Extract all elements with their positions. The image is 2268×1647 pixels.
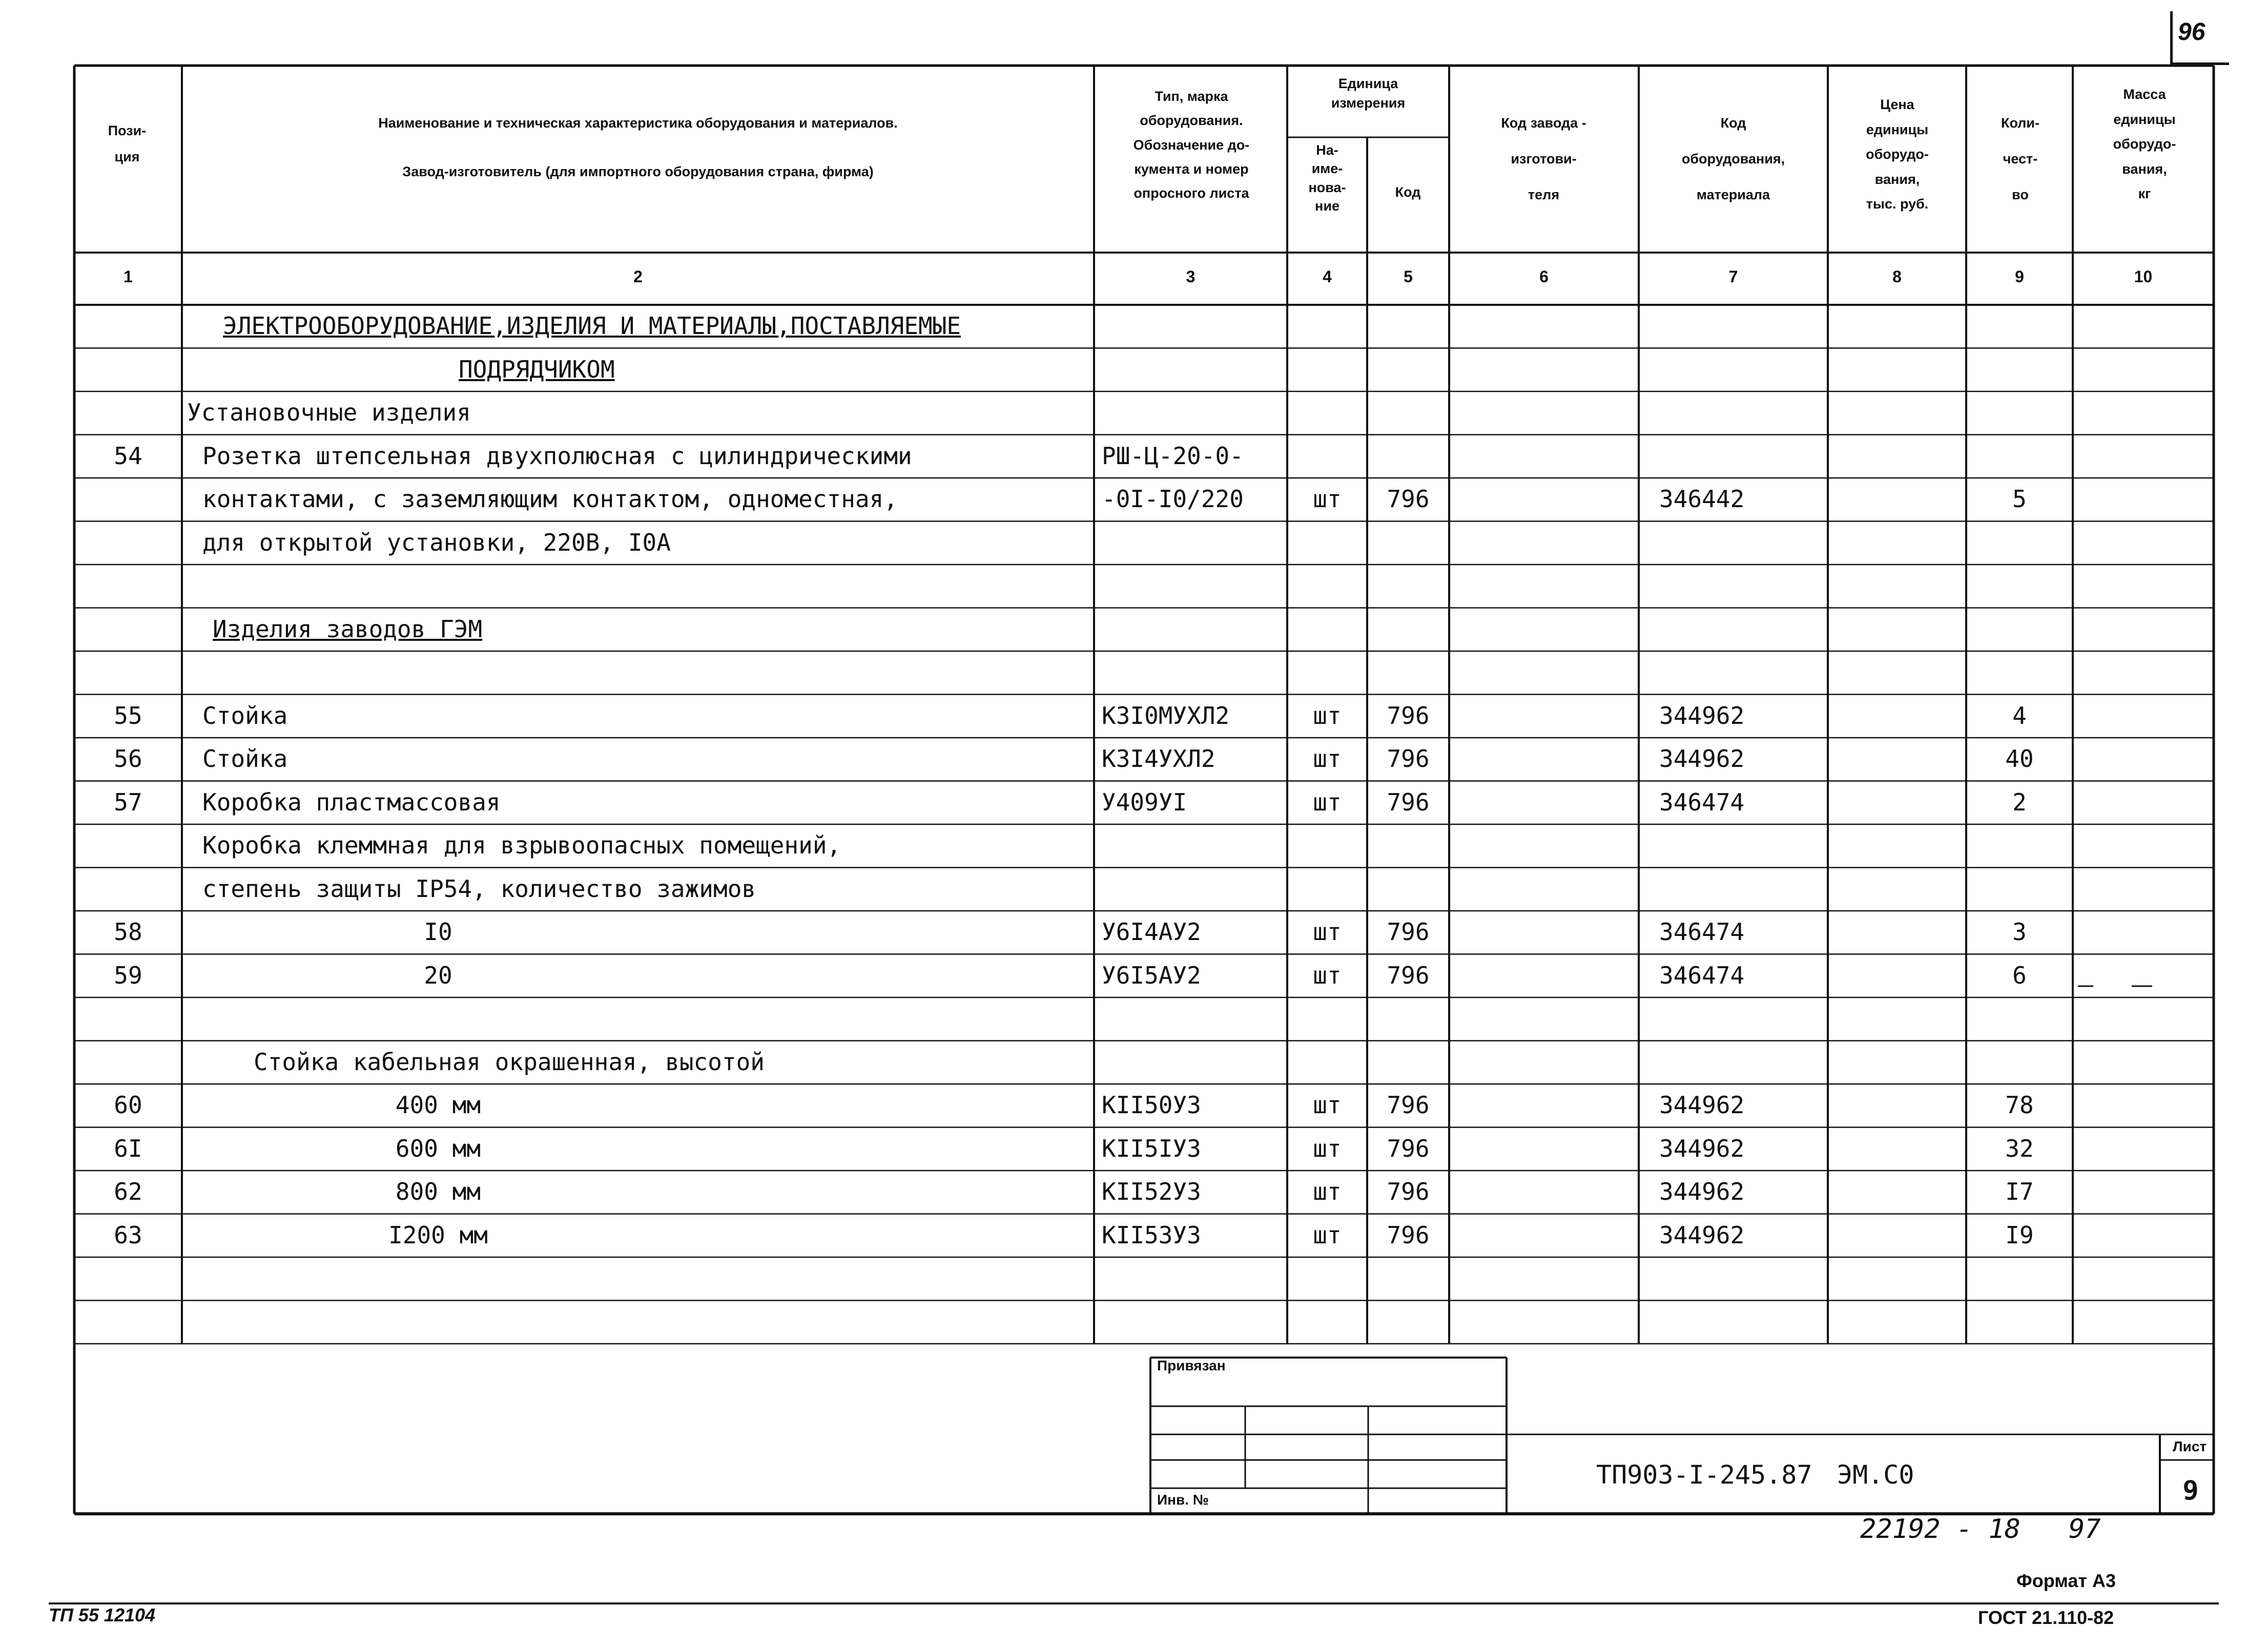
row-type: КII50У3: [1102, 1091, 1201, 1119]
row-position: 54: [114, 442, 142, 470]
row-name: Стойка: [202, 745, 288, 773]
row-name: Установочные изделия: [187, 399, 471, 426]
row-quantity: 2: [2012, 788, 2027, 816]
row-material-code: 344962: [1659, 1091, 1745, 1119]
row-name: I0: [424, 918, 452, 946]
row-material-code: 346474: [1659, 788, 1745, 816]
row-unit: шт: [1313, 1134, 1342, 1162]
footer-left: ТП 55 12104: [49, 1604, 156, 1625]
row-unit-code: 796: [1387, 1221, 1430, 1249]
row-quantity: 3: [2012, 918, 2027, 946]
row-type: КII52У3: [1102, 1178, 1201, 1205]
row-name: для открытой установки, 220В, I0А: [202, 528, 671, 556]
row-unit-code: 796: [1387, 485, 1430, 513]
column-number: 3: [1186, 267, 1195, 286]
stamp-inv-no: Инв. №: [1157, 1492, 1209, 1508]
row-position: 56: [114, 745, 142, 773]
row-unit: шт: [1313, 1221, 1342, 1249]
format-label: Формат А3: [2016, 1570, 2116, 1591]
footer-right: ГОСТ 21.110-82: [1978, 1607, 2114, 1628]
corner-sheet-number: 96: [2178, 18, 2205, 46]
stamp-doc-code: ТП903-I-245.87: [1596, 1460, 1812, 1490]
row-unit-code: 796: [1387, 701, 1430, 729]
row-unit: шт: [1313, 961, 1342, 989]
header-col-type: Тип, марка оборудования. Обозначение до- кумента и номер опросного листа: [1133, 89, 1250, 201]
row-name: ЭЛЕКТРООБОРУДОВАНИЕ,ИЗДЕЛИЯ И МАТЕРИАЛЫ,ПОСТАВЛЯЕМЫЕ: [223, 312, 961, 340]
row-position: 59: [114, 961, 142, 989]
header-col-position: Пози- ция: [108, 123, 147, 165]
row-position: 55: [114, 701, 142, 729]
row-unit: шт: [1313, 1091, 1342, 1119]
row-unit: шт: [1313, 701, 1342, 729]
row-unit: шт: [1313, 1178, 1342, 1205]
row-unit: шт: [1313, 745, 1342, 773]
row-unit-code: 796: [1387, 961, 1430, 989]
row-name: 400 мм: [395, 1091, 481, 1119]
row-material-code: 346442: [1659, 485, 1745, 513]
row-position: 63: [114, 1221, 142, 1249]
column-number: 1: [123, 267, 133, 286]
header-col-mass: Масса единицы оборудо- вания, кг: [2113, 87, 2176, 202]
row-name: Коробка пластмассовая: [202, 788, 501, 816]
column-number: 10: [2134, 267, 2153, 286]
row-name: ПОДРЯДЧИКОМ: [459, 355, 615, 383]
row-type: КII5IУ3: [1102, 1134, 1201, 1162]
row-quantity: 78: [2005, 1091, 2034, 1119]
row-name: Изделия заводов ГЭМ: [213, 615, 483, 643]
row-type: КII53У3: [1102, 1221, 1201, 1249]
header-col-unit-code: Код: [1395, 184, 1421, 200]
header-col-equipment-code: Код оборудования, материала: [1681, 115, 1785, 203]
header-col-name-line1: Наименование и техническая характеристика оборудования и материалов.: [378, 115, 898, 131]
column-number: 7: [1728, 267, 1738, 286]
row-quantity: I9: [2005, 1221, 2034, 1249]
row-unit-code: 796: [1387, 1134, 1430, 1162]
header-col-unit-name: На- име- нова- ние: [1308, 142, 1346, 214]
row-quantity: 32: [2005, 1134, 2034, 1162]
row-type: У6I4АУ2: [1102, 918, 1201, 946]
row-name: степень защиты IP54, количество зажимов: [202, 874, 756, 903]
stamp-list-number: 9: [2182, 1475, 2199, 1506]
header-col-unit: Единица измерения: [1331, 76, 1406, 111]
row-name: контактами, с заземляющим контактом, одноместная,: [202, 485, 898, 513]
row-type: К3I0МУХЛ2: [1102, 701, 1230, 729]
row-type: -0I-I0/220: [1102, 485, 1244, 513]
row-unit-code: 796: [1387, 918, 1430, 946]
column-number: 6: [1539, 267, 1549, 286]
row-quantity: 4: [2012, 701, 2027, 729]
row-material-code: 344962: [1659, 745, 1745, 773]
row-quantity: 5: [2012, 485, 2027, 513]
row-type: К3I4УХЛ2: [1102, 745, 1215, 773]
row-unit: шт: [1313, 485, 1342, 513]
row-position: 62: [114, 1178, 142, 1205]
row-unit-code: 796: [1387, 1178, 1430, 1205]
row-material-code: 344962: [1659, 1178, 1745, 1205]
row-unit-code: 796: [1387, 788, 1430, 816]
row-position: 60: [114, 1091, 142, 1119]
row-name: Коробка клеммная для взрывоопасных помещений,: [202, 831, 841, 859]
row-name: Стойка кабельная окрашенная, высотой: [254, 1048, 765, 1076]
header-col-factory-code: Код завода - изготови- теля: [1501, 115, 1586, 203]
row-type: У409УI: [1102, 788, 1187, 816]
row-name: Стойка: [202, 701, 288, 729]
row-material-code: 346474: [1659, 961, 1745, 989]
row-material-code: 344962: [1659, 1134, 1745, 1162]
row-quantity: I7: [2005, 1178, 2034, 1205]
stamp-list-label: Лист: [2173, 1438, 2207, 1454]
header-col-quantity: Коли- чест- во: [2001, 115, 2040, 203]
row-name: 800 мм: [395, 1178, 481, 1205]
row-quantity: 6: [2012, 961, 2027, 989]
column-number: 9: [2015, 267, 2024, 286]
row-name: 20: [424, 961, 452, 989]
column-number: 8: [1892, 267, 1902, 286]
row-name: I200 мм: [388, 1221, 488, 1249]
row-material-code: 344962: [1659, 701, 1745, 729]
row-position: 58: [114, 918, 142, 946]
stamp-privyazan: Привязан: [1157, 1358, 1226, 1373]
column-number: 5: [1404, 267, 1413, 286]
row-name: 600 мм: [395, 1134, 481, 1162]
row-type: У6I5АУ2: [1102, 961, 1201, 989]
row-material-code: 346474: [1659, 918, 1745, 946]
header-col-name-line2: Завод-изготовитель (для импортного оборудования страна, фирма): [402, 164, 874, 179]
row-position: 57: [114, 788, 142, 816]
row-material-code: 344962: [1659, 1221, 1745, 1249]
row-unit-code: 796: [1387, 745, 1430, 773]
stamp-doc-suffix: ЭМ.С0: [1837, 1460, 1914, 1490]
header-col-price: Цена единицы оборудо- вания, тыс. руб.: [1866, 97, 1929, 212]
row-unit-code: 796: [1387, 1091, 1430, 1119]
handwritten-number: 22192 - 18 97: [1860, 1514, 2101, 1545]
column-number: 2: [633, 267, 643, 286]
row-unit: шт: [1313, 788, 1342, 816]
row-quantity: 40: [2005, 745, 2034, 773]
row-position: 6I: [114, 1134, 142, 1162]
row-unit: шт: [1313, 918, 1342, 946]
row-name: Розетка штепсельная двухполюсная с цилиндрическими: [202, 442, 912, 470]
row-type: РШ-Ц-20-0-: [1102, 442, 1244, 470]
column-number: 4: [1323, 267, 1332, 286]
